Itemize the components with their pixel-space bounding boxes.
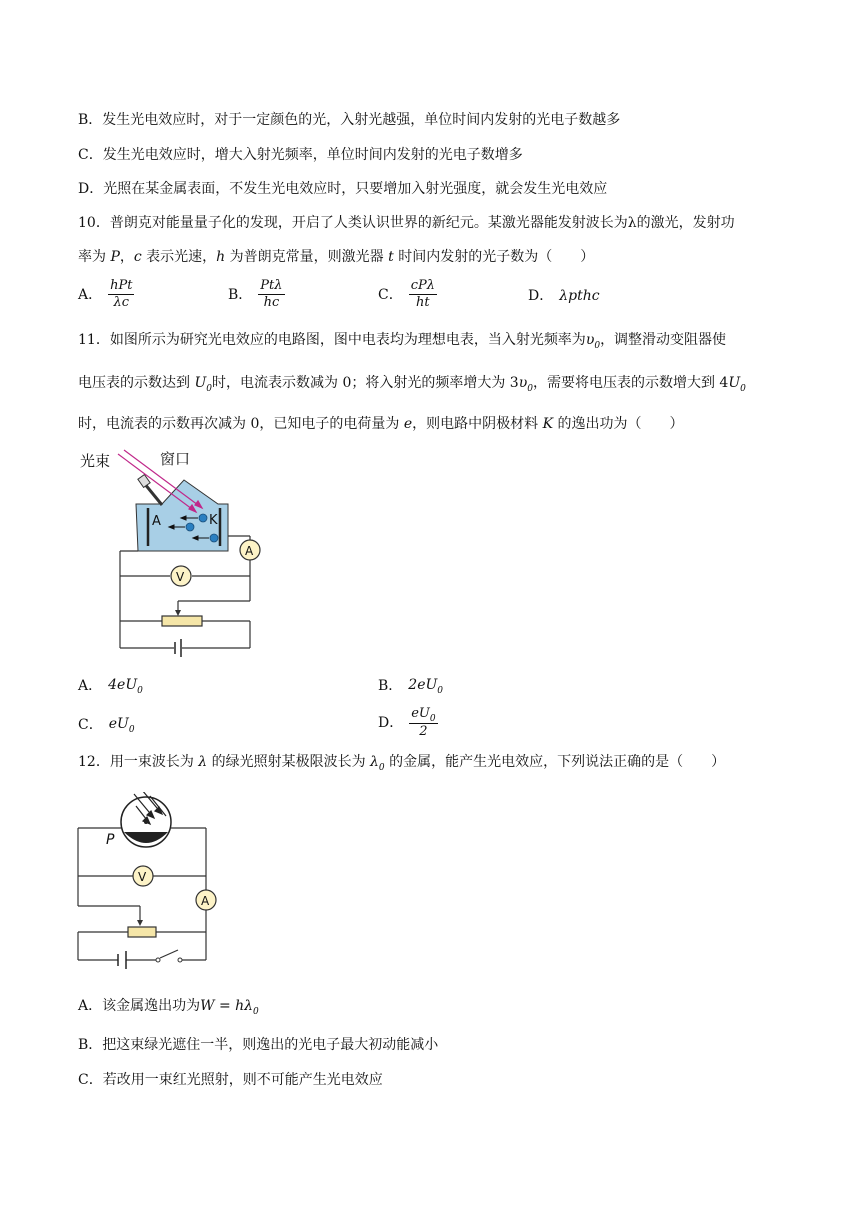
q9-option-d: D．光照在某金属表面，不发生光电效应时，只要增加入射光强度，就会发生光电效应	[78, 181, 608, 197]
rheostat-icon	[128, 927, 156, 937]
svg-text:A: A	[201, 894, 210, 908]
q11-option-c: C． $eU_0$	[78, 716, 135, 735]
q12-circuit-diagram	[74, 792, 224, 972]
battery-icon	[175, 639, 181, 657]
q10-stem-line1: 10．普朗克对能量量子化的发现，开启了人类认识世界的新纪元。某激光器能发射波长为λ的激光，发射功	[78, 215, 735, 231]
window-label: 窗口	[160, 450, 191, 468]
q10-option-d: D． λpthc	[528, 288, 600, 304]
q12-option-b: B．把这束绿光遮住一半，则逸出的光电子最大初动能减小	[78, 1037, 439, 1053]
q9-option-b: B．发生光电效应时，对于一定颜色的光，入射光越强，单位时间内发射的光电子数越多	[78, 112, 621, 128]
svg-text:A: A	[245, 544, 254, 558]
voltmeter-icon	[171, 566, 191, 586]
svg-text:V: V	[176, 570, 185, 584]
q10-option-b: B． $\frac{\text{Ptλ}}{hc}$	[228, 278, 283, 310]
q12-option-c: C．若改用一束红光照射，则不可能产生光电效应	[78, 1072, 383, 1088]
ammeter-icon	[196, 890, 216, 910]
voltmeter-icon	[133, 866, 153, 886]
q10-stem-line2: 率为 P，c 表示光速，h 为普朗克常量，则激光器 t 时间内发射的光子数为（ ）	[78, 249, 595, 265]
q11-option-d: D． $\frac{eU_0}{2}$	[378, 706, 436, 739]
q9-option-c: C．发生光电效应时，增大入射光频率，单位时间内发射的光电子数增多	[78, 147, 523, 163]
q11-stem-line1: 11．如图所示为研究光电效应的电路图，图中电表均为理想电表，当入射光频率为$\upsilon_0$，调整滑动变阻器使	[78, 332, 727, 351]
q12-stem: 12．用一束波长为 λ 的绿光照射某极限波长为 $\lambda_0$ 的金属，能产生光电效应，下列说法正确的是（ ）	[78, 754, 726, 773]
photocell-label: P	[106, 832, 115, 848]
q11-circuit-diagram	[78, 446, 278, 661]
ammeter-icon	[240, 540, 260, 560]
cathode-label: K	[209, 513, 218, 528]
q10-option-c: C． $\frac{\text{cPλ}}{ht}$	[378, 278, 435, 310]
q11-stem-line3: 时，电流表的示数再次减为 0，已知电子的电荷量为 e，则电路中阴极材料 K 的逸出功为（ ）	[78, 416, 684, 432]
q12-option-a: A．该金属逸出功为$W = h\lambda_0$	[78, 998, 259, 1017]
anode-label: A	[152, 514, 161, 529]
q10-option-a: A． $\frac{\text{hPt}}{\lambda c}$	[78, 278, 133, 310]
beam-label: 光束	[80, 452, 111, 470]
q11-option-b: B． $2eU_0$	[378, 677, 444, 696]
q11-option-a: A． $4eU_0$	[78, 677, 143, 696]
battery-icon	[118, 951, 126, 969]
svg-text:V: V	[138, 870, 147, 884]
rheostat-icon	[162, 616, 202, 626]
q11-stem-line2: 电压表的示数达到 $U_0$时，电流表示数减为 0；将入射光的频率增大为 $3\upsilon_0$，需要将电压表的示数增大到 $4U_0$	[78, 375, 746, 394]
